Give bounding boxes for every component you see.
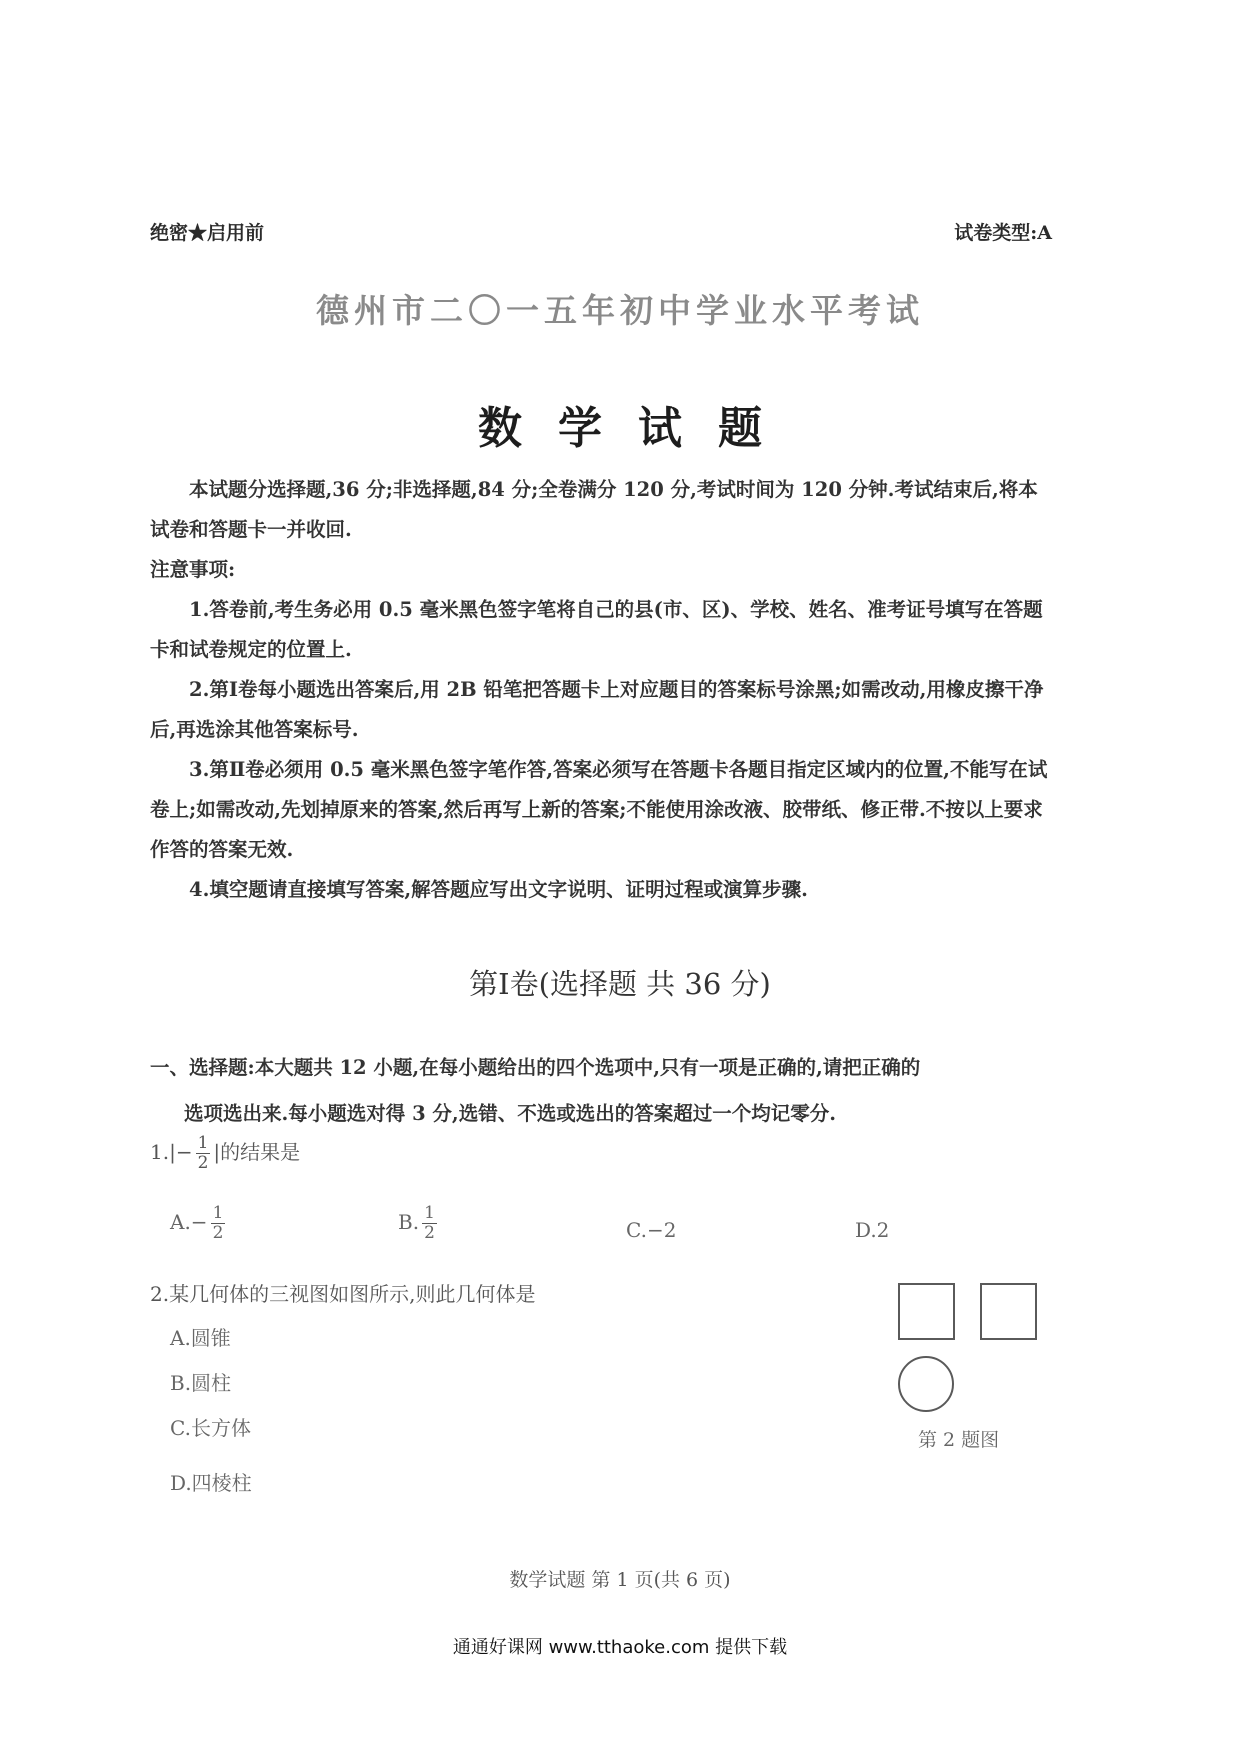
part-one-instructions bbox=[150, 1045, 1055, 1137]
q1-option-c: C.−2 bbox=[626, 1218, 677, 1242]
q2-option-a: A.圆锥 bbox=[170, 1326, 231, 1350]
figure-caption: 第 2 题图 bbox=[918, 1429, 1000, 1451]
fraction-numerator: 1 bbox=[424, 1203, 435, 1223]
question-1 bbox=[150, 1135, 300, 1172]
note-item: 4.填空题请直接填写答案,解答题应写出文字说明、证明过程或演算步骤. bbox=[189, 878, 808, 901]
q1-option-b bbox=[398, 1205, 440, 1242]
part-one-line: 一、选择题:本大题共 12 小题,在每小题给出的四个选项中,只有一项是正确的,请把正确的 bbox=[150, 1056, 921, 1079]
q1-fraction bbox=[196, 1135, 211, 1172]
fraction-numerator: 1 bbox=[197, 1133, 209, 1153]
q1-prefix: 1.|− bbox=[150, 1140, 193, 1164]
side-view-square bbox=[980, 1283, 1037, 1340]
part-one-line: 选项选出来.每小题选对得 3 分,选错、不选或选出的答案超过一个均记零分. bbox=[184, 1102, 837, 1125]
confidential-label: 绝密★启用前 bbox=[150, 222, 265, 244]
subject-title: 数学试题 bbox=[478, 403, 798, 454]
option-label: B. bbox=[398, 1210, 420, 1234]
question-2: 2.某几何体的三视图如图所示,则此几何体是 bbox=[150, 1282, 536, 1306]
intro-paragraph: 本试题分选择题,36 分;非选择题,84 分;全卷满分 120 分,考试时间为 120 分钟.考试结束后,将本试卷和答题卡一并收回. bbox=[150, 478, 1038, 541]
top-view-circle bbox=[898, 1356, 954, 1412]
fraction-denominator: 2 bbox=[197, 1153, 209, 1173]
q2-option-d: D.四棱柱 bbox=[170, 1471, 252, 1495]
note-item: 2.第Ⅰ卷每小题选出答案后,用 2B 铅笔把答题卡上对应题目的答案标号涂黑;如需改动,用橡皮擦干净后,再选涂其他答案标号. bbox=[150, 678, 1044, 741]
note-item: 1.答卷前,考生务必用 0.5 毫米黑色签字笔将自己的县(市、区)、学校、姓名、准考证号填写在答题卡和试卷规定的位置上. bbox=[150, 598, 1043, 661]
exam-name: 德州市二〇一五年初中学业水平考试 bbox=[316, 291, 924, 330]
fraction-denominator: 2 bbox=[424, 1223, 435, 1243]
fraction-denominator: 2 bbox=[212, 1223, 224, 1243]
option-fraction bbox=[211, 1205, 226, 1242]
source-credit: 通通好课网 www.tthaoke.com 提供下载 bbox=[452, 1637, 788, 1658]
paper-type-label: 试卷类型:A bbox=[954, 222, 1052, 244]
page-footer: 数学试题 第 1 页(共 6 页) bbox=[509, 1569, 731, 1591]
q1-option-a bbox=[170, 1205, 228, 1242]
option-fraction bbox=[422, 1205, 437, 1242]
q1-option-d: D.2 bbox=[855, 1218, 890, 1242]
option-label: A.− bbox=[170, 1210, 208, 1234]
note-item: 3.第Ⅱ卷必须用 0.5 毫米黑色签字笔作答,答案必须写在答题卡各题目指定区域内的位置,不能写在试卷上;如需改动,先划掉原来的答案,然后再写上新的答案;不能使用涂改液、胶带纸、修正带.不按以上要求作答的答案无效. bbox=[150, 758, 1048, 861]
q2-option-c: C.长方体 bbox=[170, 1416, 251, 1440]
fraction-numerator: 1 bbox=[212, 1203, 224, 1223]
instructions bbox=[150, 470, 1050, 910]
section-title: 第Ⅰ卷(选择题 共 36 分) bbox=[469, 967, 771, 1001]
notes-heading: 注意事项: bbox=[150, 558, 236, 581]
front-view-square bbox=[898, 1283, 955, 1340]
q2-option-b: B.圆柱 bbox=[170, 1371, 232, 1395]
q1-suffix: |的结果是 bbox=[213, 1140, 301, 1164]
